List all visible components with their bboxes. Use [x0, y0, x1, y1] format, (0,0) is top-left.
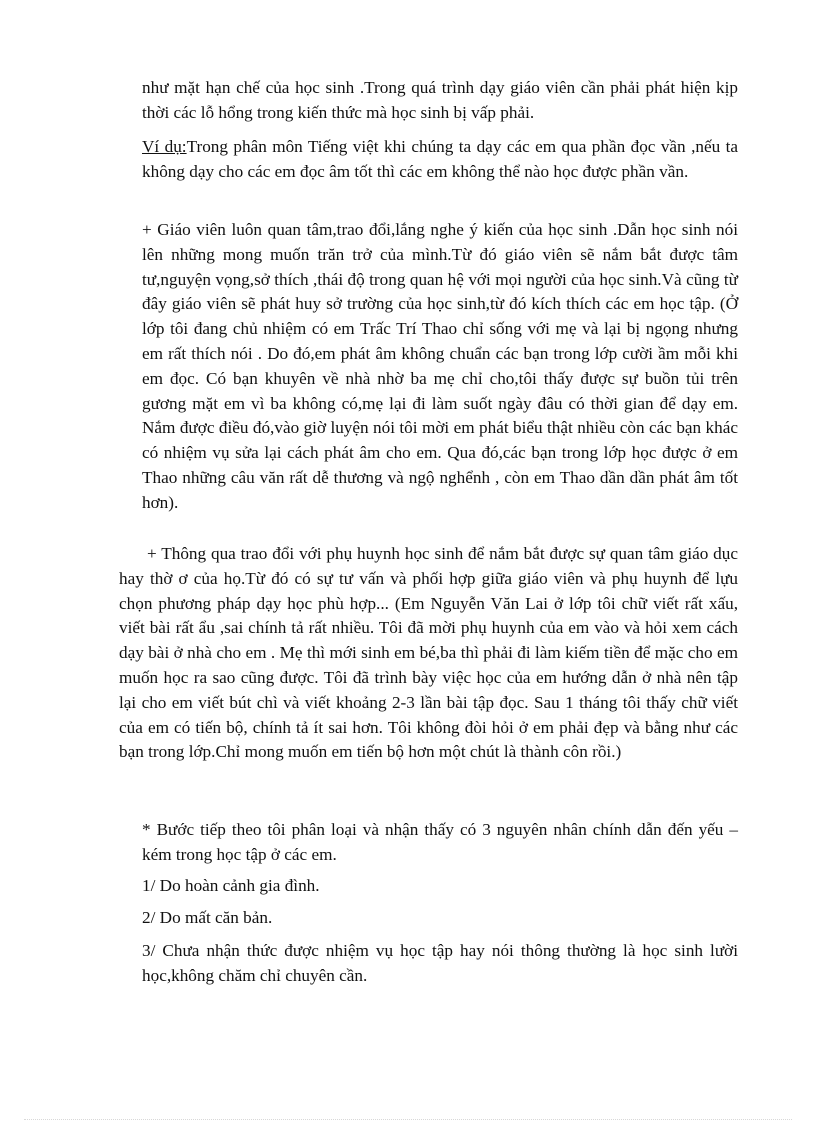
- paragraph-teacher-care: + Giáo viên luôn quan tâm,trao đổi,lắng nghe ý kiến của học sinh .Dẫn học sinh nói lên những mong muốn trăn trở của mình.Từ đó giáo viên sẽ nắm bắt được tâm tư,nguyện vọng,sở thích ,thái độ trong quan hệ với mọi người của học sinh.Và cũng từ đây giáo viên sẽ phát huy sở trường của học sinh,từ đó kích thích các em học tập. (Ở lớp tôi đang chủ nhiệm có em Trấc Trí Thao chỉ sống với mẹ và lại bị ngọng nhưng em rất thích nói . Do đó,em phát âm không chuẩn các bạn trong lớp cười ầm mỗi khi em đọc. Có bạn khuyên về nhà nhờ ba mẹ chỉ cho,tôi thấy được sự buồn tủi trên gương mặt em vì ba không có,mẹ lại đi làm suốt ngày đâu có thời gian để dạy em. Nắm được điều đó,vào giờ luyện nói tôi mời em phát biểu thật nhiều còn các bạn khác có nhiệm vụ sửa lại cách phát âm cho em. Qua đó,các bạn trong lớp học được ở em Thao những câu văn rất dễ thương và ngộ nghểnh , còn em Thao dần dần phát âm tốt hơn).: [142, 220, 738, 512]
- example-label: Ví dụ:: [142, 137, 187, 156]
- paragraph-intro: như mặt hạn chế của học sinh .Trong quá trình dạy giáo viên cần phải phát hiện kịp thời các lỗ hổng trong kiến thức mà học sinh bị vấp phải.: [142, 78, 738, 122]
- list-item: 3/ Chưa nhận thức được nhiệm vụ học tập hay nói thông thường là học sinh lười học,không chăm chỉ chuyên cần.: [142, 941, 738, 985]
- paragraph-example: [142, 135, 738, 185]
- paragraph-causes: * Bước tiếp theo tôi phân loại và nhận thấy có 3 nguyên nhân chính dẫn đến yếu – kém trong học tập ở các em.: [142, 820, 738, 864]
- block-1: [142, 76, 738, 126]
- block-7: [142, 906, 738, 931]
- example-text: Trong phân môn Tiếng việt khi chúng ta dạy các em qua phần đọc vần ,nếu ta không dạy cho các em đọc âm tốt thì các em không thể nào học được phần vần.: [142, 137, 738, 181]
- footer-divider: [24, 1119, 792, 1120]
- block-8: [142, 939, 738, 989]
- block-2: [142, 135, 738, 185]
- block-3: [142, 218, 738, 516]
- list-item: 2/ Do mất căn bản.: [142, 908, 273, 927]
- block-4: [119, 542, 738, 765]
- block-5: [142, 818, 738, 868]
- list-item: 1/ Do hoàn cảnh gia đình.: [142, 876, 320, 895]
- block-6: [142, 874, 738, 899]
- paragraph-parents: + Thông qua trao đổi với phụ huynh học sinh để nắm bắt được sự quan tâm giáo dục hay thờ ơ của họ.Từ đó có sự tư vấn và phối hợp giữa giáo viên và phụ huynh để lựu chọn phương pháp dạy học phù hợp... (Em Nguyễn Văn Lai ở lớp tôi chữ viết rất xấu, viết bài rất ẩu ,sai chính tả rất nhiều. Tôi đã mời phụ huynh của em vào và hỏi xem cách dạy bài ở nhà cho em . Mẹ thì mới sinh em bé,ba thì phải đi làm kiếm tiền để mặc cho em muốn học ra sao cũng được. Tôi đã trình bày việc học của em hướng dẫn ở nhà nên tập lại cho em viết bút chì và viết khoảng 2-3 lần bài tập đọc. Sau 1 tháng tôi thấy chữ viết của em có tiến bộ, chính tả ít sai hơn. Tôi không đòi hỏi ở em phải đẹp và bằng như các bạn trong lớp.Chỉ mong muốn em tiến bộ hơn một chút là thành côn rồi.): [119, 544, 738, 762]
